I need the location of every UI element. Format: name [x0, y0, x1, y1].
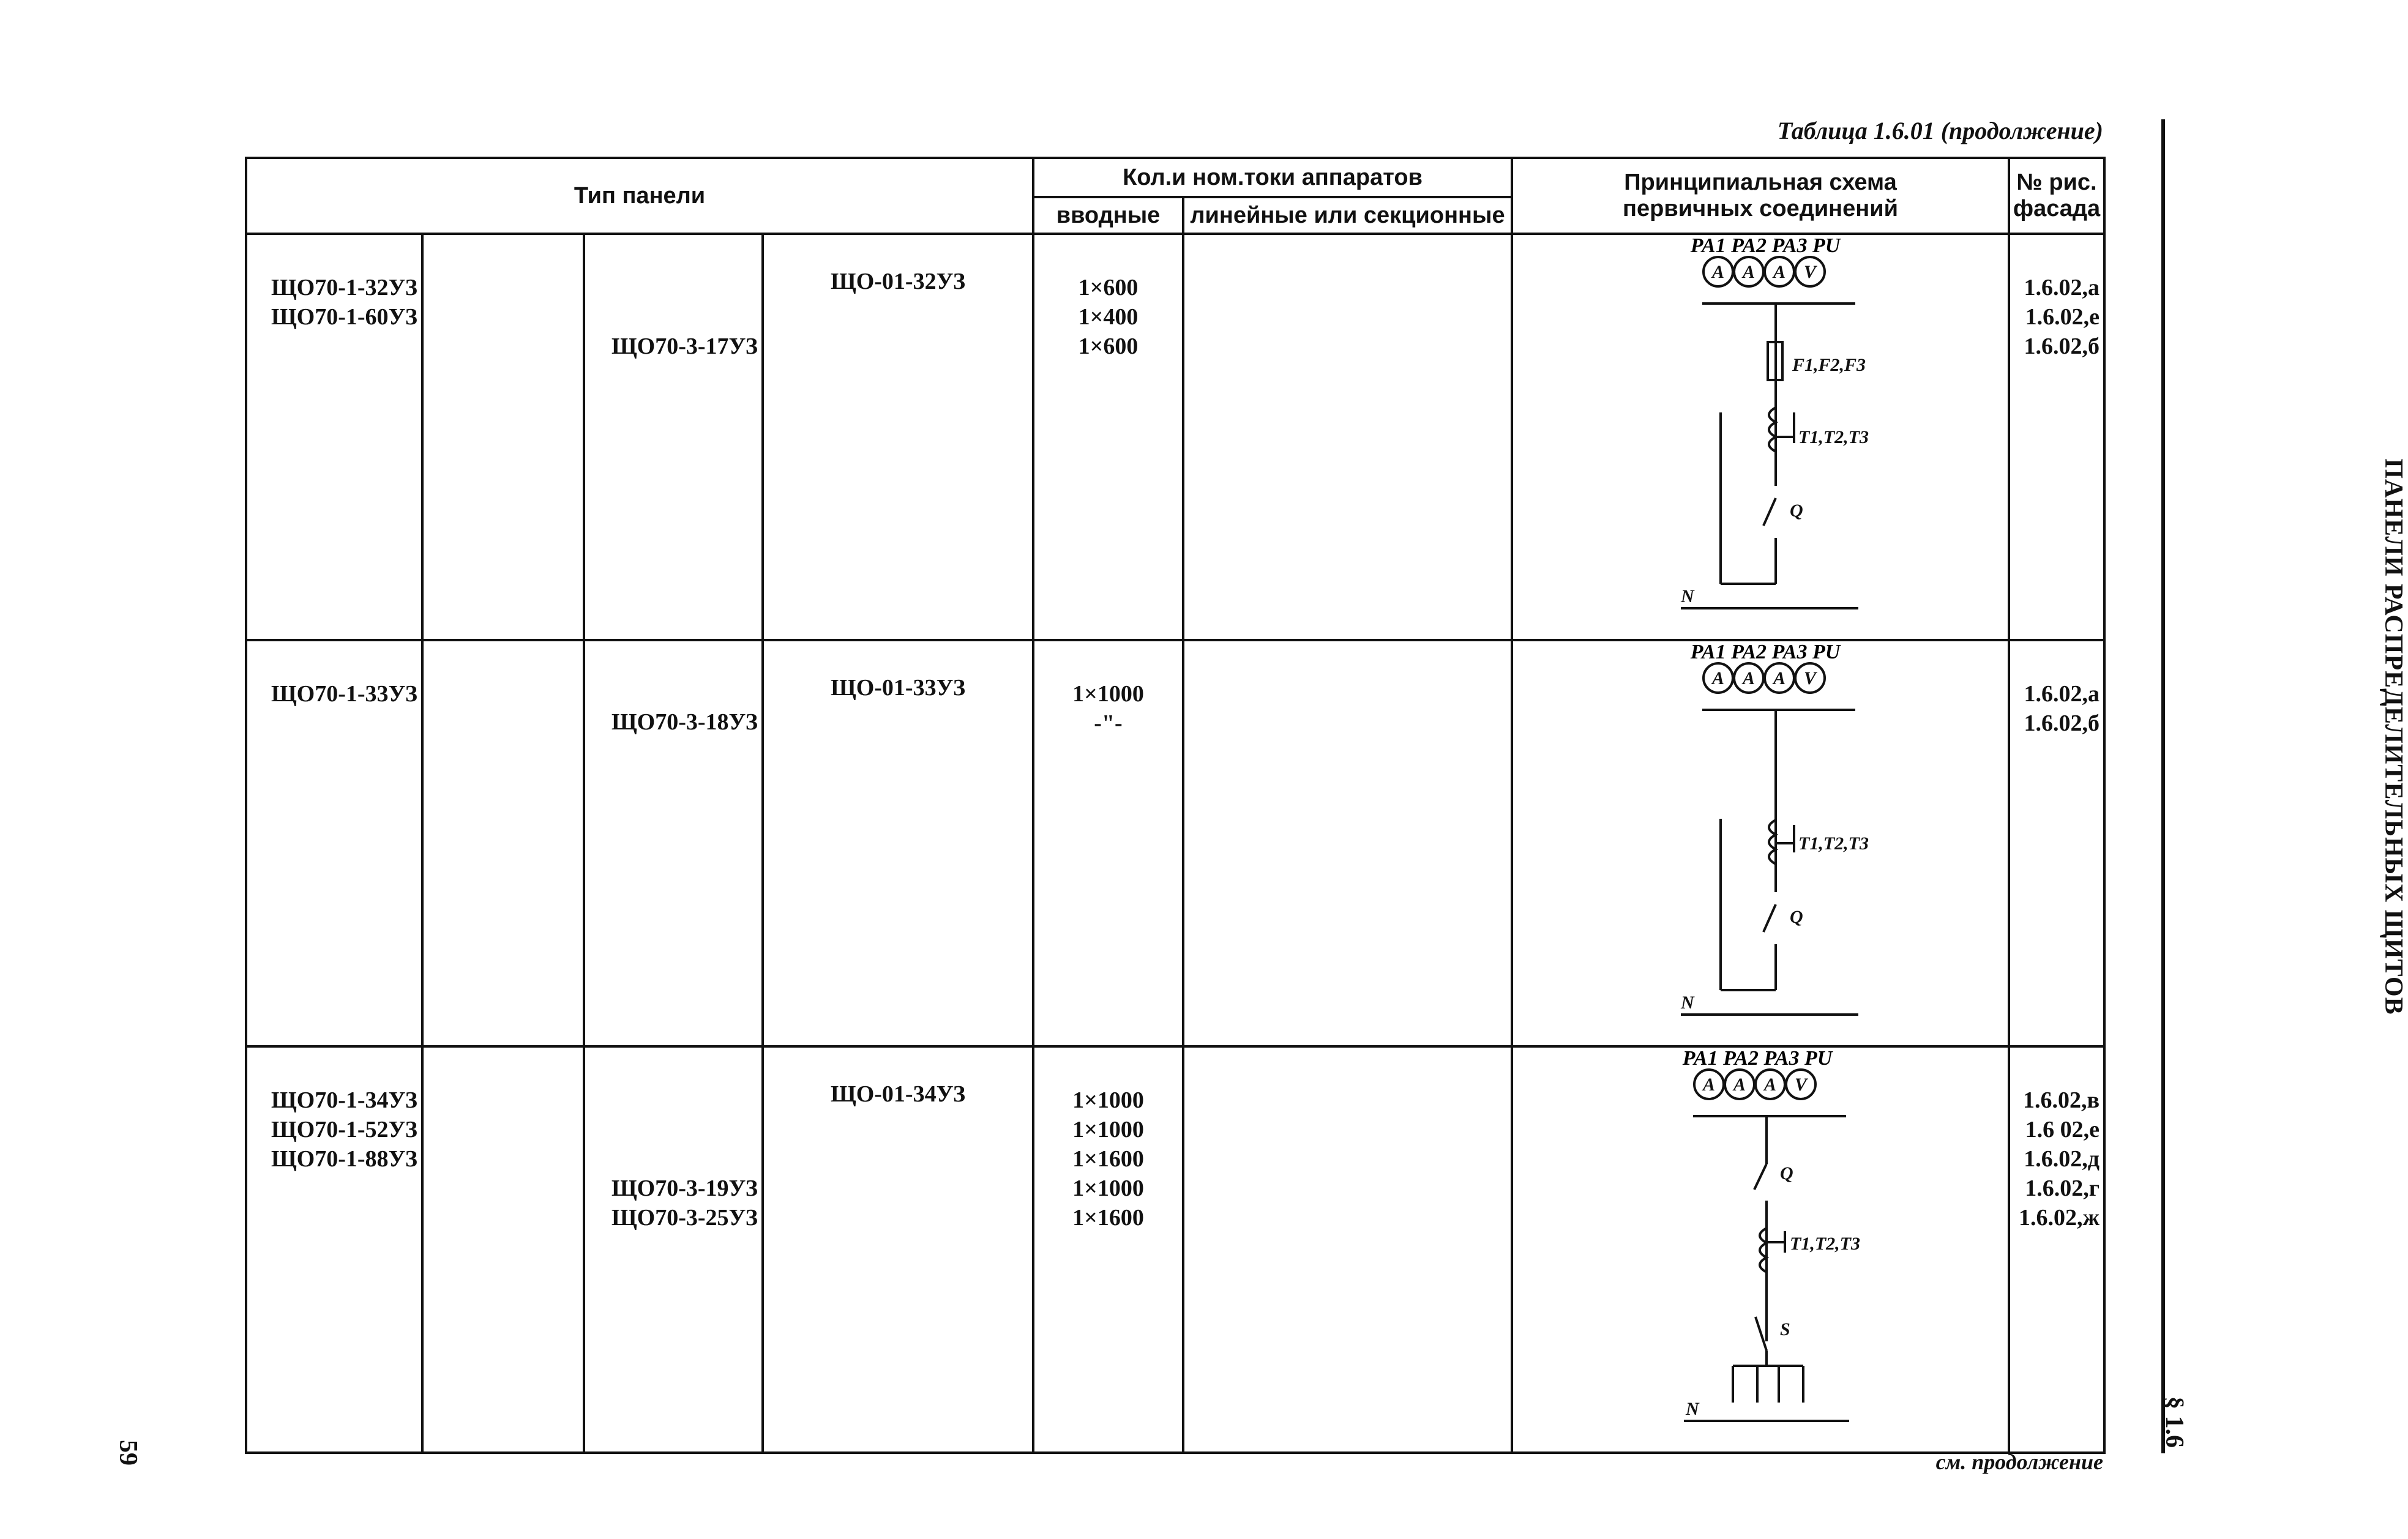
svg-text:A: A: [1711, 262, 1725, 282]
input-current: 1×1000: [1072, 681, 1144, 707]
panel-code: ЩО70-1-60УЗ: [271, 304, 417, 330]
input-current: 1×1600: [1072, 1146, 1144, 1172]
panel-code: ЩО70-1-32УЗ: [271, 275, 417, 300]
input-current: 1×1600: [1072, 1205, 1144, 1231]
header-linear: линейные или секционные: [1183, 197, 1512, 234]
header-schema-line1: Принципиальная схема: [1624, 170, 1897, 195]
fig-ref: 1.6.02,а: [2024, 681, 2100, 707]
svg-text:V: V: [1803, 668, 1817, 688]
svg-text:A: A: [1742, 668, 1756, 688]
panel-code: ЩО-01-32УЗ: [830, 269, 966, 294]
fuse-label: F1,F2,F3: [1792, 355, 1866, 375]
switch-label: Q: [1780, 1163, 1793, 1183]
page-number: 59: [114, 1440, 142, 1466]
svg-text:A: A: [1733, 1075, 1746, 1095]
panel-code: ЩО70-3-25УЗ: [611, 1205, 758, 1231]
fig-ref: 1.6.02,е: [2025, 304, 2100, 330]
panels-table: [245, 157, 2106, 1454]
table-caption: Таблица 1.6.01 (продолжение): [1777, 117, 2103, 144]
panel-code: ЩО-01-34УЗ: [830, 1081, 966, 1107]
neutral-label: N: [1681, 586, 1694, 606]
neutral-label: N: [1686, 1399, 1699, 1419]
meters-label: PA1 PA2 PA3 PU: [1682, 1047, 1833, 1070]
panel-code: ЩО70-1-33УЗ: [271, 681, 417, 707]
input-current: 1×400: [1078, 304, 1139, 330]
wiring-diagram: [1516, 235, 2005, 639]
ct-label: T1,T2,T3: [1798, 427, 1869, 447]
panel-code: ЩО70-1-88УЗ: [271, 1146, 417, 1172]
svg-text:A: A: [1702, 1075, 1716, 1095]
header-input: вводные: [1033, 197, 1183, 234]
header-schema-line2: первичных соединений: [1623, 196, 1898, 222]
continuation-note: см. продолжение: [1935, 1450, 2103, 1474]
fig-ref: 1.6.02,ж: [2018, 1205, 2100, 1231]
table-row: [246, 1046, 2104, 1453]
disconnector-label: S: [1780, 1319, 1790, 1340]
fig-ref: 1.6.02,а: [2024, 275, 2100, 300]
svg-text:V: V: [1803, 262, 1817, 282]
svg-text:A: A: [1773, 262, 1786, 282]
side-title: ПАНЕЛИ РАСПРЕДЕЛИТЕЛЬНЫХ ЩИТОВ: [2379, 458, 2407, 1015]
input-current: 1×1000: [1072, 1176, 1144, 1201]
svg-text:A: A: [1742, 262, 1756, 282]
table-row: [246, 640, 2104, 1046]
disconnector-icon: [1756, 1317, 1767, 1351]
panel-code: ЩО70-1-52УЗ: [271, 1117, 417, 1142]
wiring-diagram: [1516, 1048, 2005, 1451]
wiring-diagram: [1516, 641, 2005, 1045]
input-current: -"-: [1094, 710, 1123, 736]
ct-label: T1,T2,T3: [1798, 833, 1869, 854]
header-fig: [2009, 158, 2104, 234]
schema-cell: [1512, 234, 2009, 640]
panel-code: ЩО70-3-18УЗ: [611, 709, 758, 735]
input-current: 1×600: [1078, 275, 1139, 300]
input-current: 1×1000: [1072, 1117, 1144, 1142]
header-panel-type: Тип панели: [246, 158, 1033, 234]
meters-label: PA1 PA2 PA3 PU: [1690, 234, 1841, 257]
schema-cell: [1512, 1046, 2009, 1453]
svg-text:V: V: [1794, 1075, 1808, 1095]
fig-ref: 1.6.02,в: [2022, 1087, 2100, 1113]
meters-label: PA1 PA2 PA3 PU: [1690, 641, 1841, 663]
fig-ref: 1.6.02,д: [2024, 1146, 2100, 1172]
fig-ref: 1.6.02,б: [2024, 334, 2100, 359]
switch-icon: [1754, 1164, 1767, 1190]
switch-icon: [1763, 904, 1776, 932]
header-fig-line1: № рис.: [2016, 170, 2097, 195]
fig-ref: 1.6.02,б: [2024, 710, 2100, 736]
svg-text:A: A: [1763, 1075, 1777, 1095]
table-row: [246, 234, 2104, 640]
side-section: § 1.6: [2160, 1396, 2188, 1448]
panel-code: ЩО70-1-34УЗ: [271, 1087, 417, 1113]
ct-label: T1,T2,T3: [1790, 1234, 1860, 1254]
schema-cell: [1512, 640, 2009, 1046]
input-current: 1×600: [1078, 334, 1139, 359]
header-schema: [1512, 158, 2009, 234]
panel-code: ЩО70-3-19УЗ: [611, 1176, 758, 1201]
switch-label: Q: [1790, 501, 1803, 521]
switch-icon: [1763, 498, 1776, 526]
svg-text:A: A: [1773, 668, 1786, 688]
header-currents: Кол.и ном.токи аппаратов: [1033, 158, 1512, 197]
neutral-label: N: [1681, 993, 1694, 1013]
fig-ref: 1.6.02,г: [2025, 1176, 2100, 1201]
input-current: 1×1000: [1072, 1087, 1144, 1113]
fig-ref: 1.6 02,е: [2025, 1117, 2100, 1142]
svg-text:A: A: [1711, 668, 1725, 688]
header-fig-line2: фасада: [2013, 196, 2101, 222]
switch-label: Q: [1790, 907, 1803, 927]
panel-code: ЩО-01-33УЗ: [830, 675, 966, 701]
panel-code: ЩО70-3-17УЗ: [611, 334, 758, 359]
side-rule: [2161, 119, 2165, 1453]
